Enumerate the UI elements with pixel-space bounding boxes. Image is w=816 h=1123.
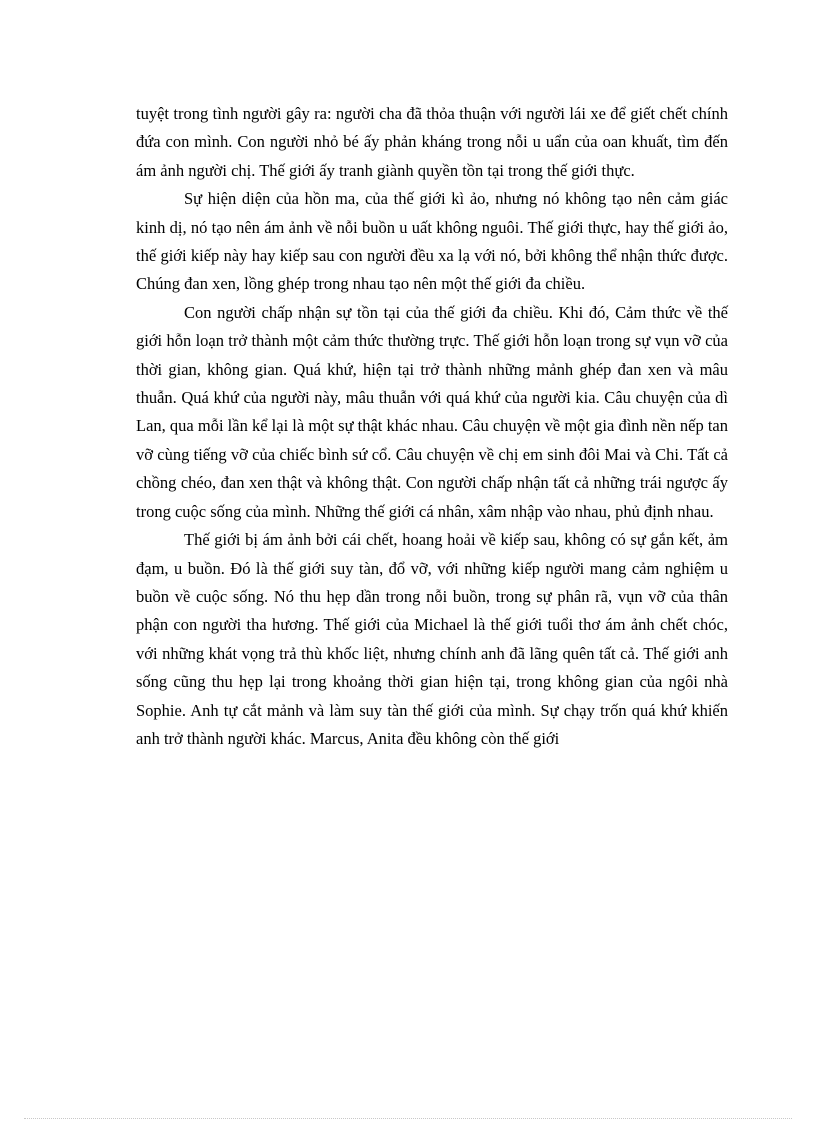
paragraph-4: Thế giới bị ám ảnh bởi cái chết, hoang hoải về kiếp sau, không có sự gắn kết, ảm đạm, u buồn. Đó là thế giới suy tàn, đổ vỡ, với những kiếp người mang cảm nghiệm u buồn về cuộc sống. Nó thu hẹp dần trong nỗi buồn, trong sự phân rã, vụn vỡ của thân phận con người tha hương. Thế giới của Michael là thế giới tuổi thơ ám ảnh chết chóc, với những khát vọng trả thù khốc liệt, nhưng chính anh đã lãng quên tất cả. Thế giới anh sống cũng thu hẹp lại trong khoảng thời gian hiện tại, trong không gian của ngôi nhà Sophie. Anh tự cắt mảnh và làm suy tàn thế giới của mình. Sự chạy trốn quá khứ khiến anh trở thành người khác. Marcus, Anita đều không còn thế giới bbox=[136, 530, 728, 748]
page-bottom-divider bbox=[24, 1118, 792, 1119]
body-text bbox=[136, 100, 728, 753]
paragraph-1: tuyệt trong tình người gây ra: người cha đã thỏa thuận với người lái xe để giết chết chính đứa con mình. Con người nhỏ bé ấy phản kháng trong nỗi u uẩn của oan khuất, tìm đến ám ảnh người chị. Thế giới ấy tranh giành quyền tồn tại trong thế giới thực. bbox=[136, 104, 728, 180]
paragraph-2: Sự hiện diện của hồn ma, của thế giới kì ảo, nhưng nó không tạo nên cảm giác kinh dị, nó tạo nên ám ảnh về nỗi buồn u uất không nguôi. Thế giới thực, hay thế giới ảo, thế giới kiếp này hay kiếp sau con người đều xa lạ với nó, bởi không thể nhận thức được. Chúng đan xen, lồng ghép trong nhau tạo nên một thế giới đa chiều. bbox=[136, 189, 728, 294]
paragraph-3: Con người chấp nhận sự tồn tại của thế giới đa chiều. Khi đó, Cảm thức về thế giới hỗn loạn trở thành một cảm thức thường trực. Thế giới hỗn loạn trong sự vụn vỡ của thời gian, không gian. Quá khứ, hiện tại trở thành những mảnh ghép đan xen và mâu thuẫn. Quá khứ của người này, mâu thuẫn với quá khứ của người kia. Câu chuyện của dì Lan, qua mỗi lần kể lại là một sự thật khác nhau. Câu chuyện về một gia đình nền nếp tan vỡ cùng tiếng vỡ của chiếc bình sứ cổ. Câu chuyện về chị em sinh đôi Mai và Chi. Tất cả chồng chéo, đan xen thật và không thật. Con người chấp nhận tất cả những trái ngược ấy trong cuộc sống của mình. Những thế giới cá nhân, xâm nhập vào nhau, phủ định nhau. bbox=[136, 302, 728, 521]
